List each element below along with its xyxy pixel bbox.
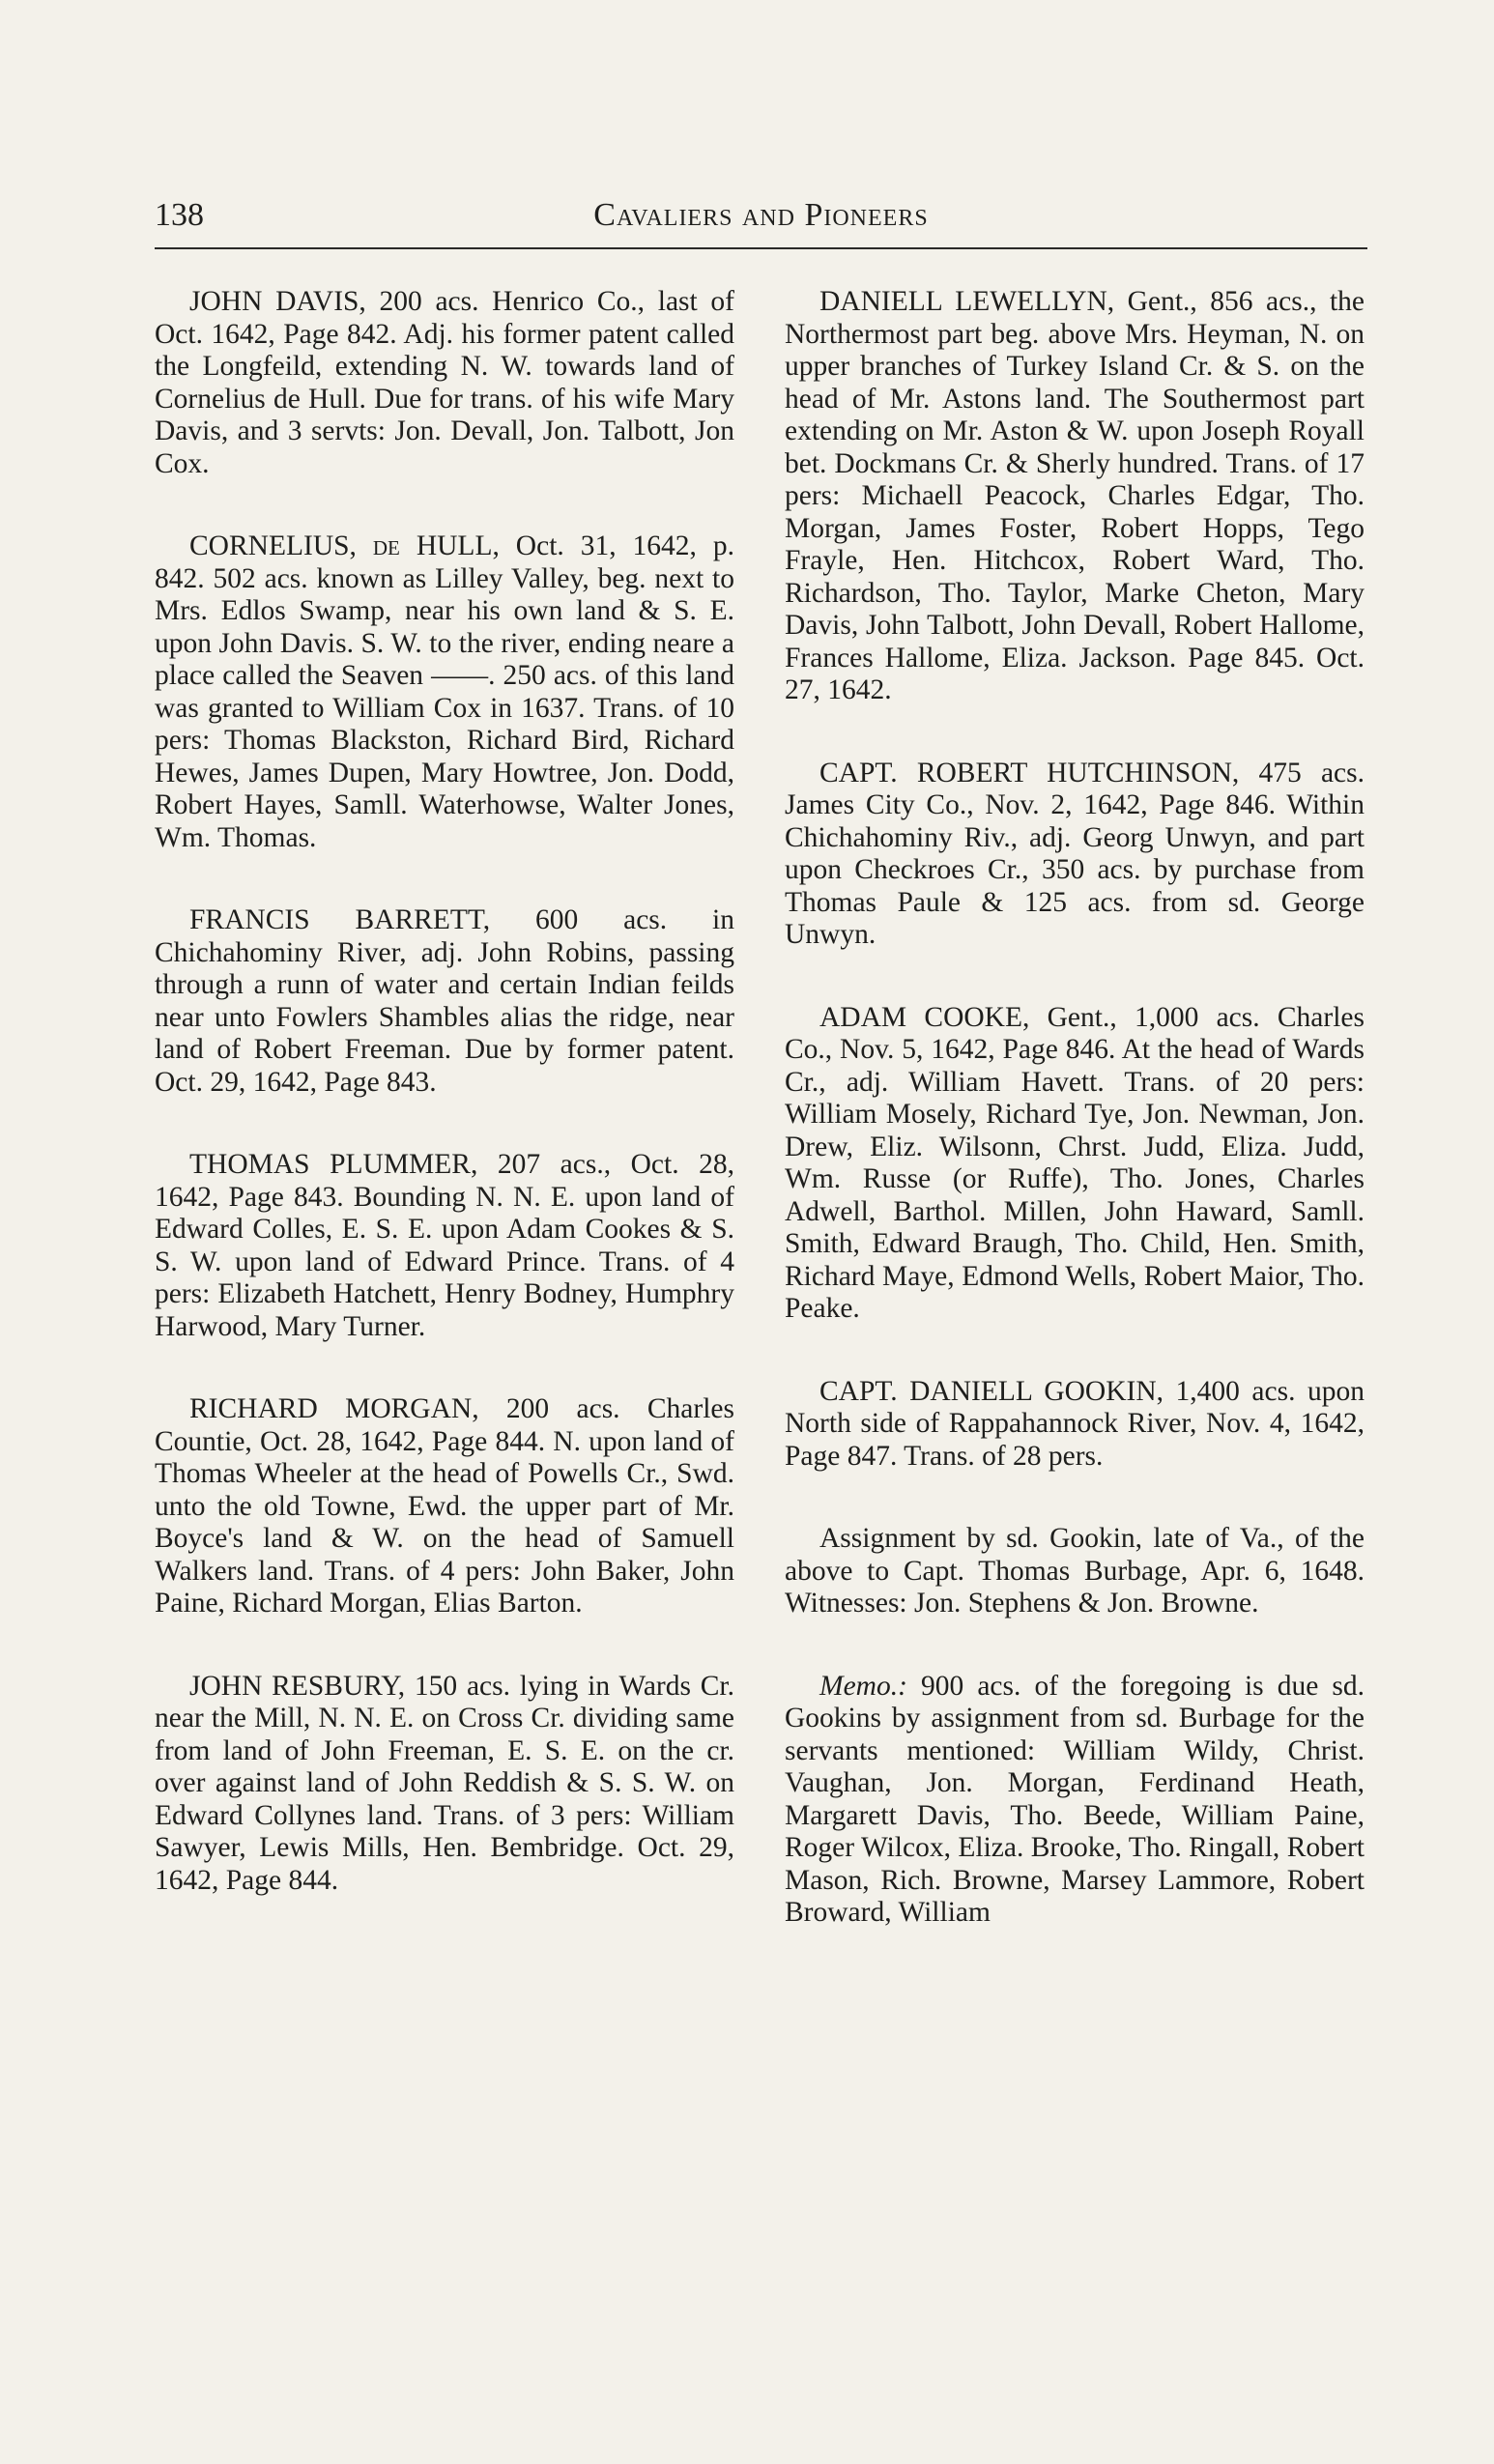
- assignment-note: Assignment by sd. Gookin, late of Va., of the above to Capt. Thomas Burbage, Apr. 6, 1648. Witnesses: Jon. Stephens & Jon. Browne.: [785, 1523, 1365, 1619]
- page-header: [155, 191, 1367, 249]
- memo-note: Memo.: 900 acs. of the foregoing is due sd. Gookins by assignment from sd. Burbage for the servants mentioned: William Wildy, Christ. Vaughan, Jon. Morgan, Ferdinand Heath, Margarett Davis, Tho. Beede, William Paine, Roger Wilcox, Eliza. Brooke, Tho. Ringall, Robert Mason, Rich. Browne, Marsey Lammore, Robert Broward, William: [785, 1670, 1365, 1928]
- page-number: 138: [155, 197, 204, 233]
- patent-entry-john-resbury: JOHN RESBURY, 150 acs. lying in Wards Cr. near the Mill, N. N. E. on Cross Cr. dividing same from land of John Freeman, E. S. E. on the cr. over against land of John Reddish & S. S. W. on Edward Collynes land. Trans. of 3 pers: William Sawyer, Lewis Mills, Hen. Bembridge. Oct. 29, 1642, Page 844.: [155, 1670, 734, 1896]
- right-column: [785, 286, 1365, 1980]
- patent-entry-cornelius-de-hull: CORNELIUS, de HULL, Oct. 31, 1642, p. 842. 502 acs. known as Lilley Valley, beg. next to Mrs. Edlos Swamp, near his own land & S. E. upon John Davis. S. W. to the river, ending neare a place called the Seaven ——. 250 acs. of this land was granted to William Cox in 1637. Trans. of 10 pers: Thomas Blackston, Richard Bird, Richard Hewes, James Dupen, Mary Howtree, Jon. Dodd, Robert Hayes, Samll. Waterhowse, Walter Jones, Wm. Thomas.: [155, 530, 734, 853]
- patent-entry-richard-morgan: RICHARD MORGAN, 200 acs. Charles Countie, Oct. 28, 1642, Page 844. N. upon land of Thomas Wheeler at the head of Powells Cr., Swd. unto the old Towne, Ewd. the upper part of Mr. Boyce's land & W. on the head of Samuell Walkers land. Trans. of 4 pers: John Baker, John Paine, Richard Morgan, Elias Barton.: [155, 1393, 734, 1619]
- patent-entry-adam-cooke: ADAM COOKE, Gent., 1,000 acs. Charles Co., Nov. 5, 1642, Page 846. At the head of Wards Cr., adj. William Havett. Trans. of 20 pers: William Mosely, Richard Tye, Jon. Newman, Jon. Drew, Eliz. Wilsonn, Chrst. Judd, Eliza. Judd, Wm. Russe (or Ruffe), Tho. Jones, Charles Adwell, Barthol. Millen, John Haward, Samll. Smith, Edward Braugh, Tho. Child, Hen. Smith, Richard Maye, Edmond Wells, Robert Maior, Tho. Peake.: [785, 1001, 1365, 1324]
- memo-label: Memo.:: [819, 1670, 907, 1702]
- patent-entry-thomas-plummer: THOMAS PLUMMER, 207 acs., Oct. 28, 1642, Page 843. Bounding N. N. E. upon land of Edward Colles, E. S. E. upon Adam Cookes & S. S. W. upon land of Edward Prince. Trans. of 4 pers: Elizabeth Hatchett, Henry Bodney, Humphry Harwood, Mary Turner.: [155, 1149, 734, 1342]
- name-particle: de: [372, 530, 400, 561]
- patent-entry-john-davis: JOHN DAVIS, 200 acs. Henrico Co., last of Oct. 1642, Page 842. Adj. his former patent called the Longfeild, extending N. W. towards land of Cornelius de Hull. Due for trans. of his wife Mary Davis, and 3 servts: Jon. Devall, Jon. Talbott, Jon Cox.: [155, 286, 734, 479]
- left-column: [155, 286, 734, 1947]
- patent-entry-robert-hutchinson: CAPT. ROBERT HUTCHINSON, 475 acs. James City Co., Nov. 2, 1642, Page 846. Within Chichahominy Riv., adj. Georg Unwyn, and part upon Checkroes Cr., 350 acs. by purchase from Thomas Paule & 125 acs. from sd. George Unwyn.: [785, 757, 1365, 950]
- running-title: Cavaliers and Pioneers: [593, 197, 929, 233]
- patent-entry-francis-barrett: FRANCIS BARRETT, 600 acs. in Chichahominy River, adj. John Robins, passing through a runn of water and certain Indian feilds near unto Fowlers Shambles alias the ridge, near land of Robert Freeman. Due by former patent. Oct. 29, 1642, Page 843.: [155, 904, 734, 1098]
- patent-entry-daniell-lewellyn: DANIELL LEWELLYN, Gent., 856 acs., the Northermost part beg. above Mrs. Heyman, N. on upper branches of Turkey Island Cr. & S. on the head of Mr. Astons land. The Southermost part extending on Mr. Aston & W. upon Joseph Royall bet. Dockmans Cr. & Sherly hundred. Trans. of 17 pers: Michaell Peacock, Charles Edgar, Tho. Morgan, James Foster, Robert Hopps, Tego Frayle, Hen. Hitchcox, Robert Ward, Tho. Richardson, Tho. Taylor, Marke Cheton, Mary Davis, John Talbott, John Devall, Robert Hallome, Frances Hallome, Eliza. Jackson. Page 845. Oct. 27, 1642.: [785, 286, 1365, 705]
- patent-entry-daniell-gookin: CAPT. DANIELL GOOKIN, 1,400 acs. upon North side of Rappahannock River, Nov. 4, 1642, Page 847. Trans. of 28 pers.: [785, 1375, 1365, 1472]
